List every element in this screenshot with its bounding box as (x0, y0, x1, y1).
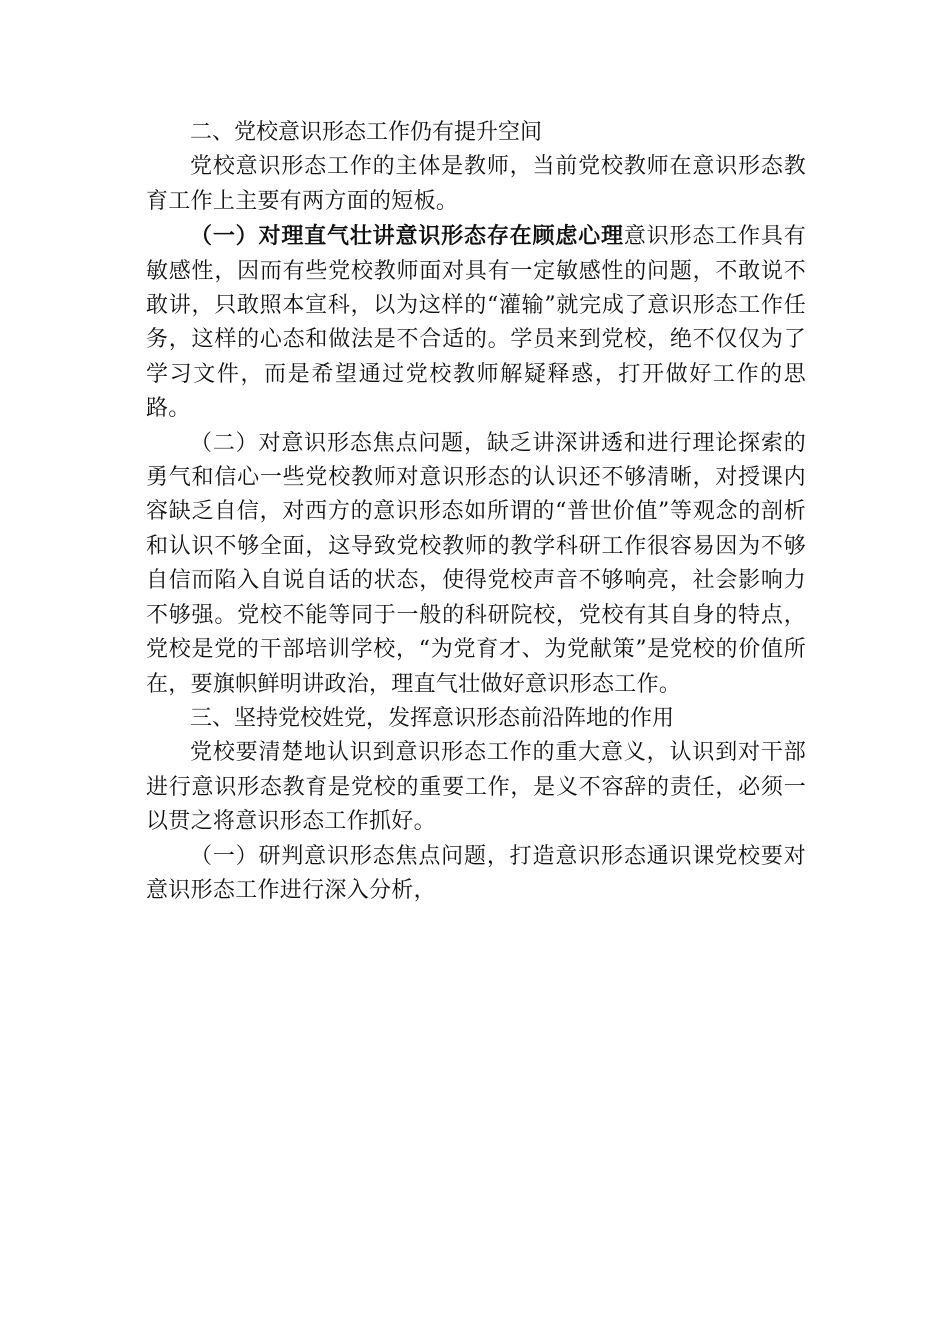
section-heading-3: 三、坚持党校姓党，发挥意识形态前沿阵地的作用 (190, 705, 675, 731)
document-page (146, 116, 806, 908)
subsection-2-1-body: 意识形态工作具有敏感性，因而有些党校教师面对具有一定敏感性的问题，不敢说不敢讲，只敢照本宣科，以为这样的“灌输”就完成了意识形态工作任务，这样的心态和做法是不合适的。学员来到党校，绝不仅仅为了学习文件，而是希望通过党校教师解疑释惑，打开做好工作的思路。 (146, 224, 806, 422)
subsection-3-1-title: （一）研判意识形态焦点问题，打造意识形态通识课 (190, 843, 716, 869)
subsection-2-2-paragraph (146, 427, 806, 702)
section-heading-2: 二、党校意识形态工作仍有提升空间 (190, 120, 543, 145)
subsection-3-1-paragraph (146, 840, 806, 909)
subsection-2-2-title: （二）对意识形态焦点问题，缺乏讲深讲透和进行理论探索的勇气和信心 (146, 430, 806, 491)
section-2-intro-paragraph: 党校意识形态工作的主体是教师，当前党校教师在意识形态教育工作上主要有两方面的短板。 (146, 154, 806, 214)
subsection-2-2-body: 一些党校教师对意识形态的认识还不够清晰，对授课内容缺乏自信，对西方的意识形态如所谓的“普世价值”等观念的剖析和认识不够全面，这导致党校教师的教学科研工作很容易因为不够自信而陷入自说自话的状态，使得党校声音不够响亮，社会影响力不够强。党校不能等同于一般的科研院校，党校有其自身的特点，党校是党的干部培训学校，“为党育才、为党献策”是党校的价值所在，要旗帜鲜明讲政治，理直气壮做好意识形态工作。 (146, 465, 806, 697)
section-3-intro-paragraph: 党校要清楚地认识到意识形态工作的重大意义，认识到对干部进行意识形态教育是党校的重要工作，是义不容辞的责任，必须一以贯之将意识形态工作抓好。 (146, 740, 806, 835)
subsection-3-1-body: 党校要对意识形态工作进行深入分析， (146, 843, 807, 903)
subsection-2-1-paragraph (146, 219, 806, 426)
subsection-2-1-title: （一）对理直气壮讲意识形态存在顾虑心理 (190, 223, 624, 250)
